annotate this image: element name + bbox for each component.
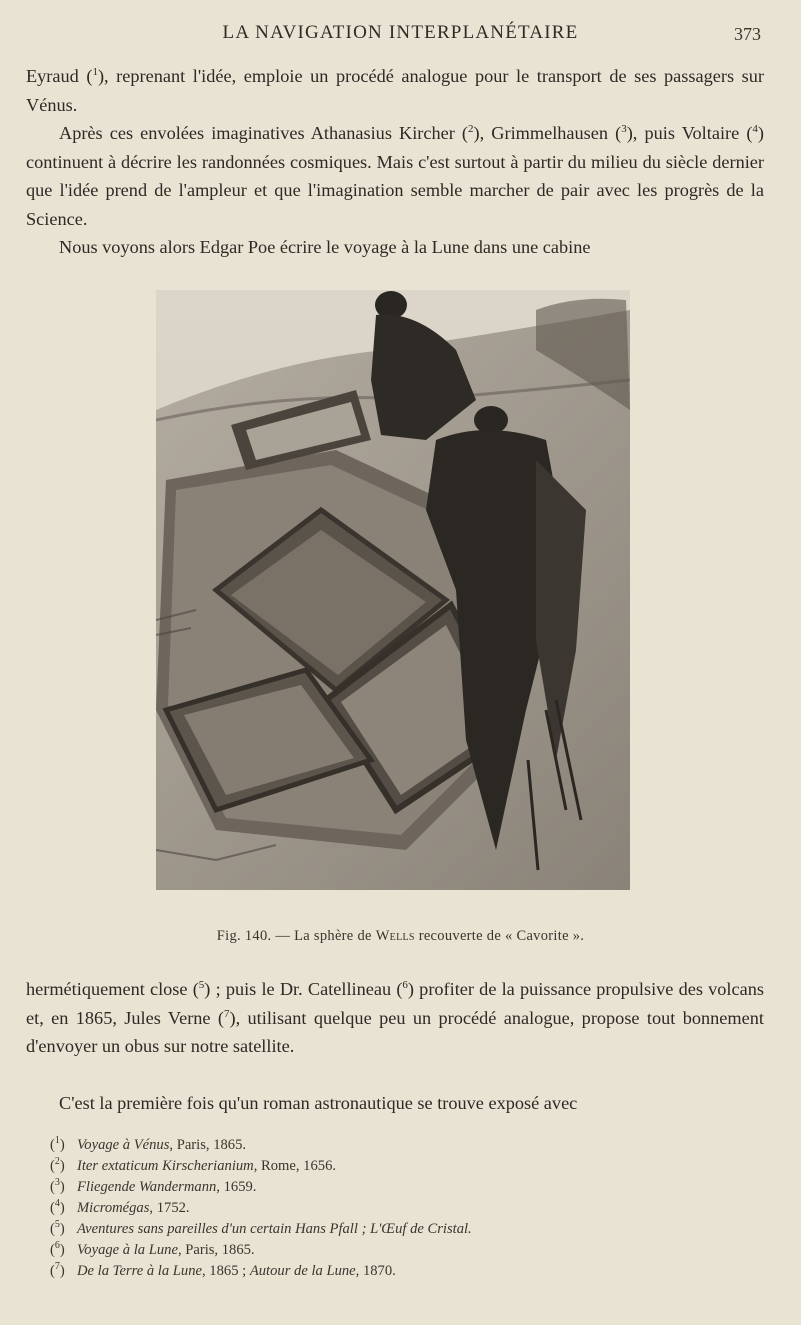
figure-caption: Fig. 140. — La sphère de Wells recouverte de « Cavorite ». [216,928,585,944]
footnote-ref-3[interactable]: 3 [621,122,627,135]
paragraph-poe: Nous voyons alors Edgar Poe écrire le voyage à la Lune dans une cabine [59,237,591,257]
running-title: LA NAVIGATION INTERPLANÉTAIRE [222,22,579,43]
footnote-2: ($^2$) Iter extaticum Kirscherianium, Rome, 1656. [50,1156,337,1174]
running-header [0,20,801,50]
footnote-ref-5[interactable]: 5 [198,978,205,991]
footnote-ref-2[interactable]: 2 [468,122,474,135]
footnote-6: ($^6$) Voyage à la Lune, Paris, 1865. [50,1240,255,1258]
paragraph-astronautic-novel: C'est la première fois qu'un roman astronautique se trouve exposé avec [59,1093,578,1113]
paragraph-kircher: Après ces envolées imaginatives Athanasius Kircher ($^2$), Grimmelhausen ($^3$), puis Voltaire ($^4$) continuent à décrire les randonnées cosmiques. Mais c'est surtout à partir du milieu du siècle dernier que l'idée prend de l'ampleur et que l'imagination semble marcher de pair avec les progrès de la Science. [26,122,764,229]
footnote-5: ($^5$) Aventures sans pareilles d'un certain Hans Pfall ; L'Œuf de Cristal. [50,1219,472,1237]
footnote-4: ($^4$) Micromégas, 1752. [50,1198,190,1216]
illustration-wells-sphere [156,290,630,890]
footnote-ref-6[interactable]: 6 [402,978,408,991]
footnote-7: ($^7$) De la Terre à la Lune, 1865 ; Autour de la Lune, 1870. [50,1261,396,1279]
caption-author-name: Wells [375,928,415,944]
sphere-engraving-image [156,290,630,890]
footnote-ref-4[interactable]: 4 [752,122,758,135]
paragraph-eyraud: Eyraud ($^1$), reprenant l'idée, emploie un procédé analogue pour le transport de ses passagers sur Vénus. [26,65,765,115]
footnote-1: ($^1$) Voyage à Vénus, Paris, 1865. [50,1135,247,1153]
footnote-3: ($^3$) Fliegende Wandermann, 1659. [50,1177,257,1195]
footnote-ref-1[interactable]: 1 [92,65,98,78]
footnotes [50,1135,770,1282]
page-number: 373 [734,24,761,44]
footnote-ref-7[interactable]: 7 [224,1007,230,1020]
paragraph-verne: hermétiquement close ($^5$) ; puis le Dr. Catellineau ($^6$) profiter de la puissance propulsive des volcans et, en 1865, Jules Verne ($^7$), utilisant quelque peu un procédé analogue, propose tout bonnement d'envoyer un obus sur notre satellite. [26,978,764,1056]
